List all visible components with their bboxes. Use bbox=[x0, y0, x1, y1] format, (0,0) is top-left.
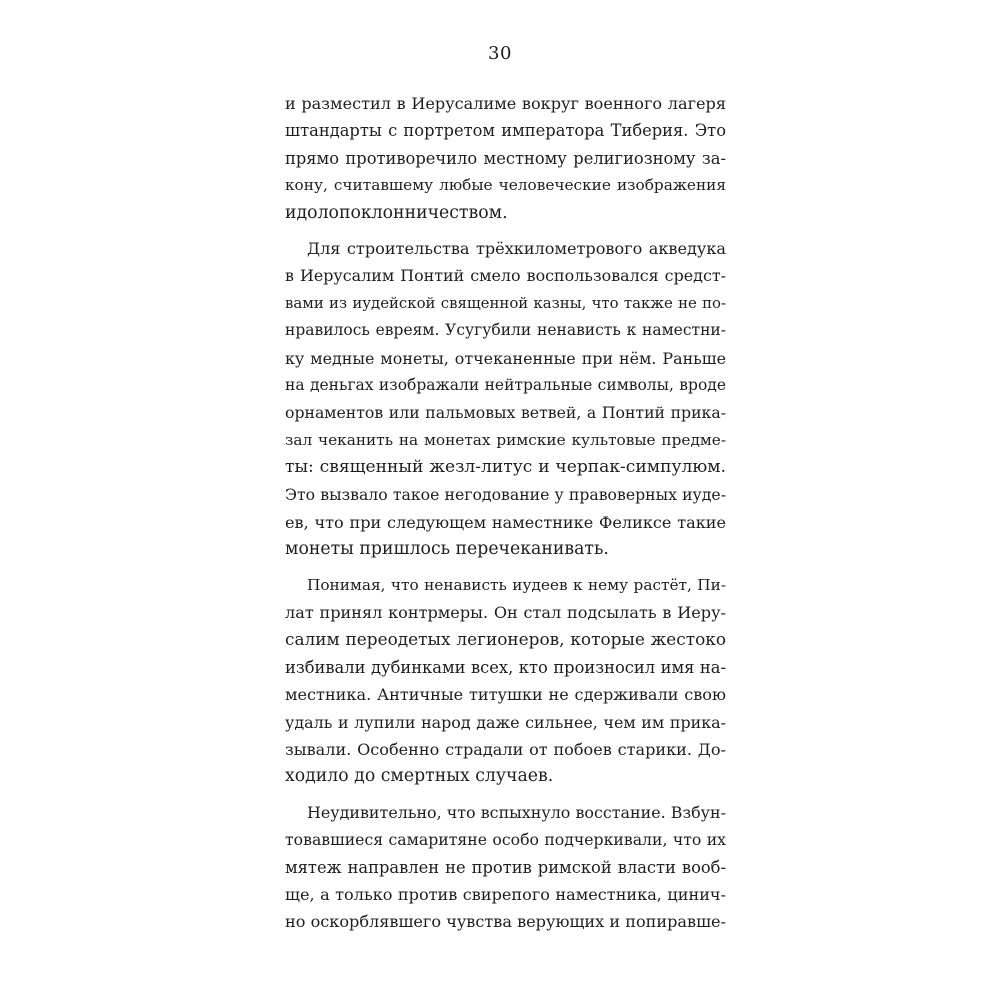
text-line: в Иерусалим Понтий смело воспользовался средст- bbox=[285, 266, 726, 286]
text-line: Это вызвало такое негодование у правоверных иуде- bbox=[285, 485, 726, 505]
text-line: и разместил в Иерусалиме вокруг военного лагеря bbox=[285, 94, 726, 113]
text-line: товавшиеся самаритяне особо подчеркивали, что их bbox=[285, 830, 726, 850]
paragraph-3 bbox=[285, 572, 726, 791]
text-line: избивали дубинками всех, кто произносил имя на- bbox=[285, 657, 726, 677]
text-line: ты: священный жезл-литус и черпак-симпулюм. bbox=[285, 457, 726, 478]
text-line: на деньгах изображали нейтральные символы, вроде bbox=[285, 375, 726, 394]
text-line: ходило до смертных случаев. bbox=[285, 766, 554, 787]
text-line: орнаментов или пальмовых ветвей, а Понтий прика- bbox=[285, 403, 726, 423]
text-line: ку медные монеты, отчеканенные при нём. Раньше bbox=[285, 348, 726, 368]
text-line: прямо противоречило местному религиозному за- bbox=[285, 148, 726, 168]
text-line: зывали. Особенно страдали от побоев старики. До- bbox=[285, 739, 726, 759]
text-line: местника. Античные титушки не сдерживали свою bbox=[285, 685, 726, 705]
text-line: салим переодетых легионеров, которые жестоко bbox=[285, 629, 726, 650]
text-line: зал чеканить на монетах римские культовые предме- bbox=[285, 430, 726, 449]
body-text bbox=[285, 90, 726, 936]
page-number: 30 bbox=[488, 43, 512, 64]
text-line: штандарты с портретом императора Тиберия. Это bbox=[285, 121, 726, 141]
text-line: Понимая, что ненависть иудеев к нему растёт, Пи- bbox=[307, 575, 726, 594]
text-line: кону, считавшему любые человеческие изображения bbox=[285, 176, 726, 195]
text-line: идолопоклонничеством. bbox=[285, 202, 508, 223]
text-line: мятеж направлен не против римской власти вооб- bbox=[285, 857, 726, 877]
text-line: Для строительства трёхкилометрового акведука bbox=[307, 238, 726, 258]
text-line: нравилось евреям. Усугубили ненависть к наместни- bbox=[285, 321, 726, 340]
text-line: Неудивительно, что вспыхнуло восстание. Взбун- bbox=[307, 802, 726, 822]
paragraph-1 bbox=[285, 90, 726, 227]
text-line: ев, что при следующем наместнике Феликсе такие bbox=[285, 512, 726, 532]
paragraph-4 bbox=[285, 799, 726, 936]
text-line: лат принял контрмеры. Он стал подсылать в Иеру- bbox=[285, 603, 726, 623]
paragraph-2 bbox=[285, 235, 726, 564]
text-line: удаль и лупили народ даже сильнее, чем им прика- bbox=[285, 712, 726, 732]
text-line: монеты пришлось перечеканивать. bbox=[285, 539, 609, 560]
text-line: вами из иудейской священной казны, что также не по- bbox=[285, 293, 726, 312]
text-line: ще, а только против свирепого наместника, цинич- bbox=[285, 884, 726, 904]
text-line: но оскорблявшего чувства верующих и попиравше- bbox=[285, 912, 726, 932]
